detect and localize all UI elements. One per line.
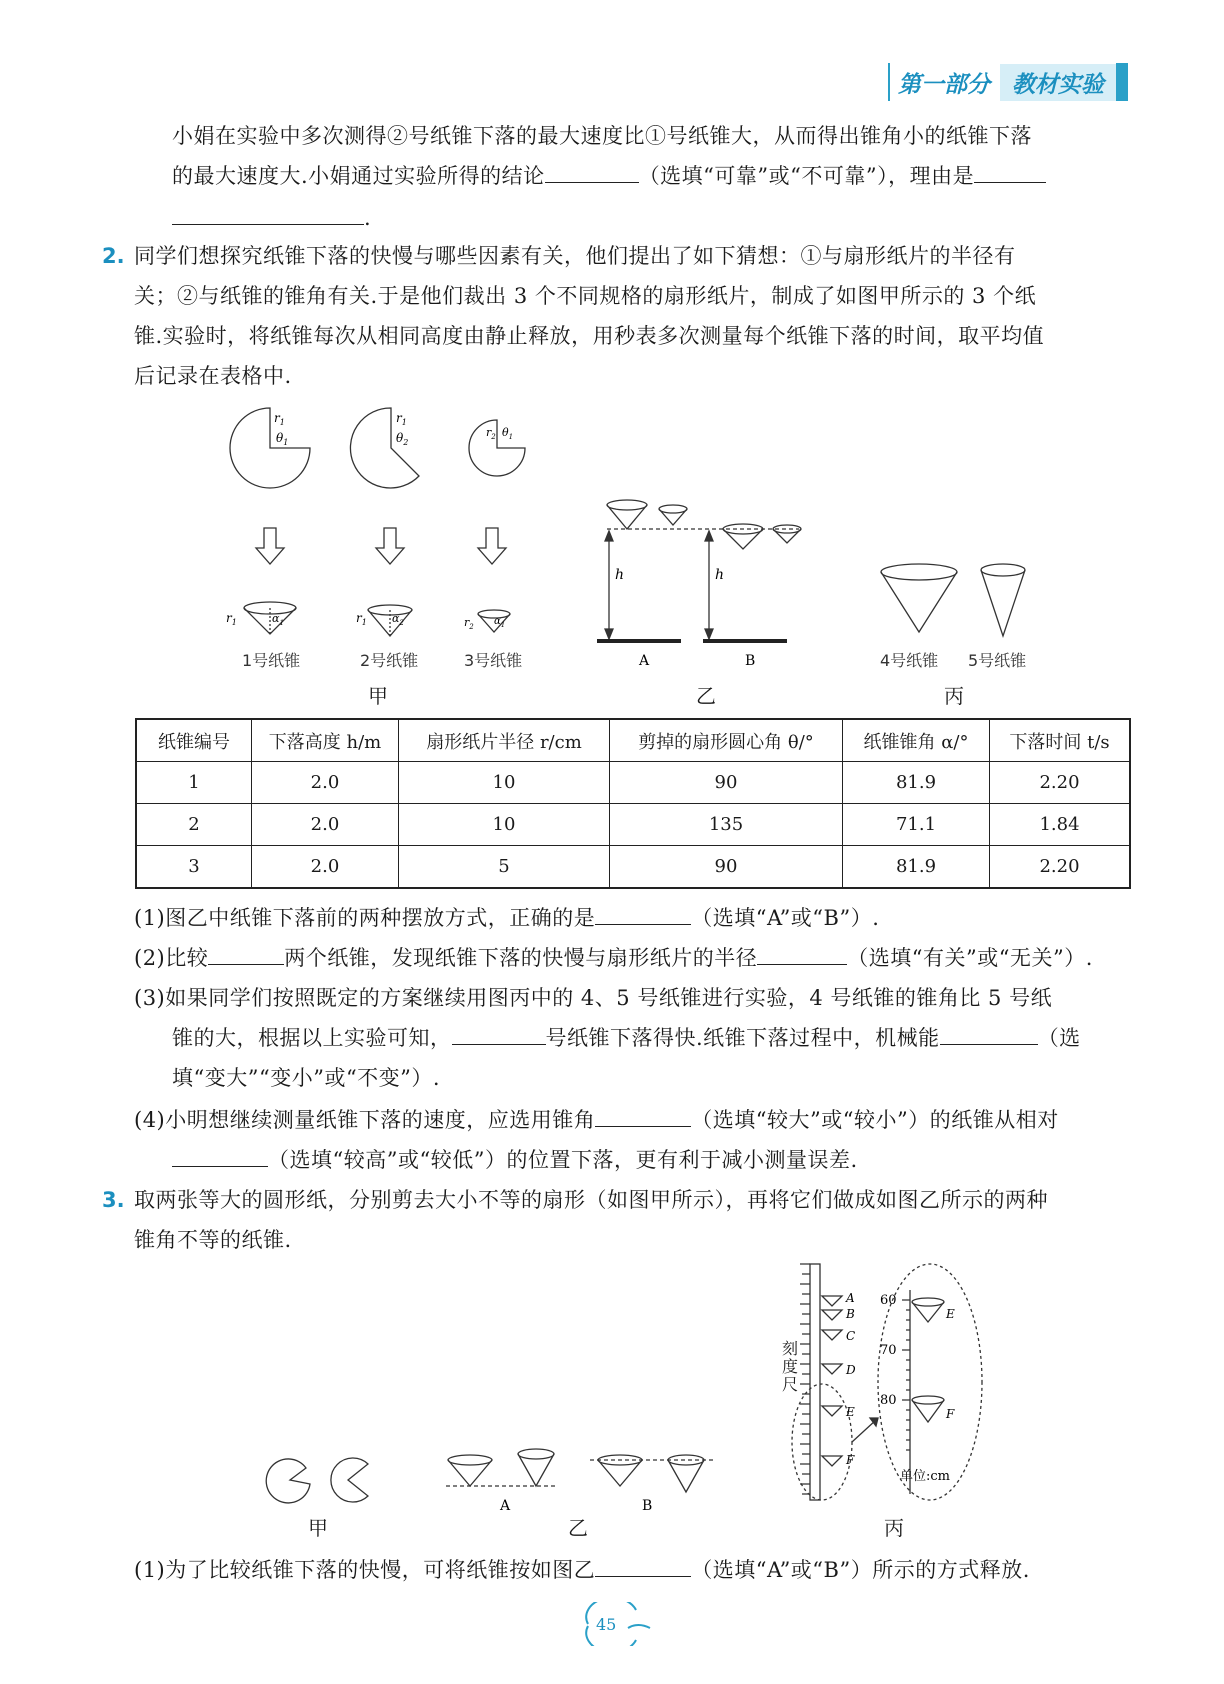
- cone-4: [881, 572, 957, 632]
- cone-rim: [518, 1449, 554, 1459]
- page-number: 45: [596, 1615, 617, 1634]
- ground-B: [703, 639, 787, 643]
- table-cell: 1: [136, 762, 252, 804]
- label-r1: $r_1$: [274, 411, 285, 427]
- label-A: A: [639, 653, 650, 669]
- period: .: [364, 206, 372, 230]
- sector-2: [350, 408, 419, 488]
- down-arrow-icon: [376, 528, 404, 564]
- table-header: 扇形纸片半径 r/cm: [399, 719, 610, 762]
- sector-1: [230, 408, 310, 488]
- text: （选填“A”或“B”）所示的方式释放.: [691, 1558, 1030, 1582]
- intro-line-1: 小娟在实验中多次测得②号纸锥下落的最大速度比①号纸锥大，从而得出锥角小的纸锥下落: [172, 124, 1032, 148]
- zoom-cone-E-rim: [912, 1298, 944, 1306]
- table-cell: 2.20: [990, 762, 1131, 804]
- q3-figure-yi: [440, 1440, 730, 1520]
- zoom-label-F: F: [946, 1407, 955, 1421]
- label-theta1: $\theta_1$: [276, 431, 289, 447]
- intro-line-2: [172, 156, 1046, 196]
- table-header: 纸锥锥角 α/°: [843, 719, 990, 762]
- label-C: C: [846, 1329, 856, 1343]
- cut-circle-1: [266, 1459, 310, 1503]
- label-alpha2: $\alpha_2$: [392, 612, 404, 627]
- q2-sub-1: [134, 898, 879, 938]
- label-A: A: [846, 1291, 855, 1305]
- label-B: B: [642, 1498, 653, 1514]
- label-alpha1: $\alpha_1$: [272, 612, 284, 627]
- label-E: E: [846, 1405, 855, 1419]
- answer-blank[interactable]: [595, 1102, 691, 1127]
- intro-text-a: 的最大速度大.小娟通过实验所得的结论: [172, 164, 545, 188]
- q2-line-1: 同学们想探究纸锥下落的快慢与哪些因素有关，他们提出了如下猜想：①与扇形纸片的半径有: [134, 244, 1016, 268]
- cut-circle-2: [331, 1458, 368, 1502]
- figure-label-bing: 丙: [944, 684, 964, 708]
- answer-blank[interactable]: [172, 1142, 268, 1167]
- badge-flourish-icon: [628, 1625, 650, 1628]
- label-r1: $r_1$: [396, 411, 407, 427]
- table-cell: 81.9: [843, 846, 990, 889]
- tick-70: 70: [880, 1343, 897, 1358]
- table-cell: 71.1: [843, 804, 990, 846]
- text: (1)图乙中纸锥下落前的两种摆放方式，正确的是: [134, 906, 596, 930]
- text: (4)小明想继续测量纸锥下落的速度，应选用锥角: [134, 1108, 596, 1132]
- label-h: h: [715, 567, 725, 583]
- intro-line-3: [172, 198, 371, 238]
- q2-sub-4-line-1: [134, 1100, 1059, 1140]
- label-r1: $r_1$: [226, 611, 237, 627]
- ground-A: [597, 639, 681, 643]
- q3-figure-label-jia: 甲: [308, 1516, 328, 1540]
- answer-blank[interactable]: [452, 1020, 546, 1045]
- table-cell: 10: [399, 762, 610, 804]
- table-cell: 81.9: [843, 762, 990, 804]
- header-accent-bar: [1116, 63, 1128, 101]
- ruler: [810, 1264, 820, 1500]
- cone-A: [822, 1296, 842, 1306]
- table-cell: 5: [399, 846, 610, 889]
- tick-80: 80: [880, 1393, 897, 1408]
- table-header: 剪掉的扇形圆心角 θ/°: [610, 719, 843, 762]
- zoom-label-E: E: [946, 1307, 955, 1321]
- cone-F: [822, 1456, 842, 1466]
- down-arrow-icon: [256, 528, 284, 564]
- cone-B: [822, 1310, 842, 1320]
- cone-4-rim: [881, 564, 957, 580]
- header-part: 第一部分: [898, 71, 990, 98]
- text: （选填“有关”或“无关”）.: [847, 946, 1093, 970]
- header-divider: [888, 63, 890, 101]
- cone-C: [822, 1330, 842, 1340]
- table-header-row: [136, 719, 1130, 762]
- table-cell: 3: [136, 846, 252, 889]
- q2-line-4: 后记录在表格中.: [134, 364, 292, 388]
- q2-sub-4-line-2: [172, 1140, 858, 1180]
- figure-label-jia: 甲: [368, 684, 388, 708]
- cone-D: [822, 1364, 842, 1374]
- caption-cone-1: 1号纸锥: [242, 651, 301, 670]
- answer-blank[interactable]: [940, 1020, 1038, 1045]
- answer-blank[interactable]: [595, 1552, 691, 1577]
- ruler-ticks: [800, 1264, 810, 1494]
- q3-figure-bing: [780, 1260, 1010, 1510]
- q2-line-2: 关；②与纸锥的锥角有关.于是他们裁出 3 个不同规格的扇形纸片，制成了如图甲所示的 3 个纸: [134, 284, 1037, 308]
- table-cell: 2.0: [252, 762, 399, 804]
- answer-blank[interactable]: [974, 158, 1046, 183]
- q3-figure-label-yi: 乙: [568, 1516, 588, 1540]
- tick-60: 60: [880, 1293, 897, 1308]
- label-F: F: [846, 1453, 855, 1467]
- caption-cone-3: 3号纸锥: [464, 651, 523, 670]
- text: 两个纸锥，发现纸锥下落的快慢与扇形纸片的半径: [284, 946, 758, 970]
- text: （选填“A”或“B”）.: [691, 906, 880, 930]
- cone-5: [981, 570, 1025, 636]
- text: （选: [1037, 1026, 1081, 1050]
- q3-line-1: 取两张等大的圆形纸，分别剪去大小不等的扇形（如图甲所示），再将它们做成如图乙所示的两种: [134, 1188, 1048, 1212]
- q2-sub-3-line-2: [172, 1018, 1081, 1058]
- cone-rim: [607, 500, 647, 510]
- zoom-region: [792, 1384, 852, 1500]
- table-row: [136, 846, 1130, 889]
- table-cell: 2: [136, 804, 252, 846]
- label-alpha1: $\alpha_1$: [494, 616, 506, 629]
- q2-sub-2: [134, 938, 1093, 978]
- table-cell: 2.20: [990, 846, 1131, 889]
- label-theta1: $\theta_1$: [502, 426, 514, 441]
- label-B: B: [745, 653, 756, 669]
- data-table: [135, 718, 1131, 889]
- q3-figure-label-bing: 丙: [884, 1516, 904, 1540]
- zoom-arrow: [852, 1420, 876, 1442]
- sector-3: [469, 420, 525, 476]
- label-r2: $r_2$: [464, 616, 474, 631]
- table-cell: 90: [610, 762, 843, 804]
- question-number: 2.: [102, 244, 125, 268]
- down-arrow-icon: [478, 528, 506, 564]
- label-A: A: [500, 1498, 511, 1514]
- q3-line-2: 锥角不等的纸锥.: [134, 1228, 292, 1252]
- text: 锥的大，根据以上实验可知，: [172, 1026, 452, 1050]
- table-row: [136, 762, 1130, 804]
- text: 号纸锥下落得快.纸锥下落过程中，机械能: [545, 1026, 940, 1050]
- caption-cone-2: 2号纸锥: [360, 651, 419, 670]
- question-number: 3.: [102, 1188, 125, 1212]
- table-cell: 2.0: [252, 846, 399, 889]
- cone-rim: [659, 505, 687, 513]
- q3-figure-jia: [262, 1450, 382, 1510]
- q3-sub-1: [134, 1550, 1030, 1590]
- answer-blank[interactable]: [545, 158, 639, 183]
- label-h: h: [615, 567, 625, 583]
- answer-blank[interactable]: [208, 940, 284, 965]
- zoom-cone-F-rim: [912, 1396, 944, 1404]
- unit-label: 单位:cm: [900, 1469, 950, 1484]
- down-arrows: [256, 528, 506, 564]
- text: (2)比较: [134, 946, 209, 970]
- page-header: [888, 62, 1128, 102]
- figure-label-yi: 乙: [696, 684, 716, 708]
- caption-cone-4: 4号纸锥: [880, 651, 939, 670]
- cone-rim: [448, 1455, 492, 1465]
- table-cell: 10: [399, 804, 610, 846]
- q2-sub-3-line-3: 填“变大”“变小”或“不变”）.: [172, 1066, 441, 1090]
- page-number-badge: [580, 1602, 660, 1646]
- cone: [773, 529, 801, 543]
- text: （选填“较大”或“较小”）的纸锥从相对: [691, 1108, 1059, 1132]
- answer-blank[interactable]: [172, 200, 364, 225]
- ruler-label: 刻度尺: [782, 1339, 799, 1394]
- cone-5-rim: [981, 564, 1025, 576]
- table-cell: 90: [610, 846, 843, 889]
- text: （选填“较高”或“较低”）的位置下落，更有利于减小测量误差.: [268, 1148, 858, 1172]
- table-header: 纸锥编号: [136, 719, 252, 762]
- table-header: 下落高度 h/m: [252, 719, 399, 762]
- q2-line-3: 锥.实验时，将纸锥每次从相同高度由静止释放，用秒表多次测量每个纸锥下落的时间，取平均值: [134, 324, 1045, 348]
- zoom-scale-ticks: [902, 1300, 910, 1450]
- label-B: B: [846, 1307, 855, 1321]
- text: (1)为了比较纸锥下落的快慢，可将纸锥按如图乙: [134, 1558, 596, 1582]
- table-row: [136, 804, 1130, 846]
- cone-E: [822, 1406, 842, 1416]
- table-header: 下落时间 t/s: [990, 719, 1131, 762]
- figure-yi: [595, 495, 825, 675]
- label-D: D: [846, 1363, 856, 1377]
- q2-sub-3-line-1: (3)如果同学们按照既定的方案继续用图丙中的 4、5 号纸锥进行实验，4 号纸锥的锥角比 5 号纸: [134, 986, 1053, 1010]
- figure-bing: [875, 560, 1045, 640]
- label-theta2: $\theta_2$: [396, 431, 409, 447]
- table-cell: 2.0: [252, 804, 399, 846]
- table-cell: 1.84: [990, 804, 1131, 846]
- intro-text-b: （选填“可靠”或“不可靠”），理由是: [638, 164, 975, 188]
- label-r1: $r_1$: [356, 611, 367, 627]
- answer-blank[interactable]: [595, 900, 691, 925]
- header-section: 教材实验: [1000, 64, 1116, 101]
- caption-cone-5: 5号纸锥: [968, 651, 1027, 670]
- label-r2: $r_2$: [486, 426, 496, 441]
- table-cell: 135: [610, 804, 843, 846]
- answer-blank[interactable]: [757, 940, 847, 965]
